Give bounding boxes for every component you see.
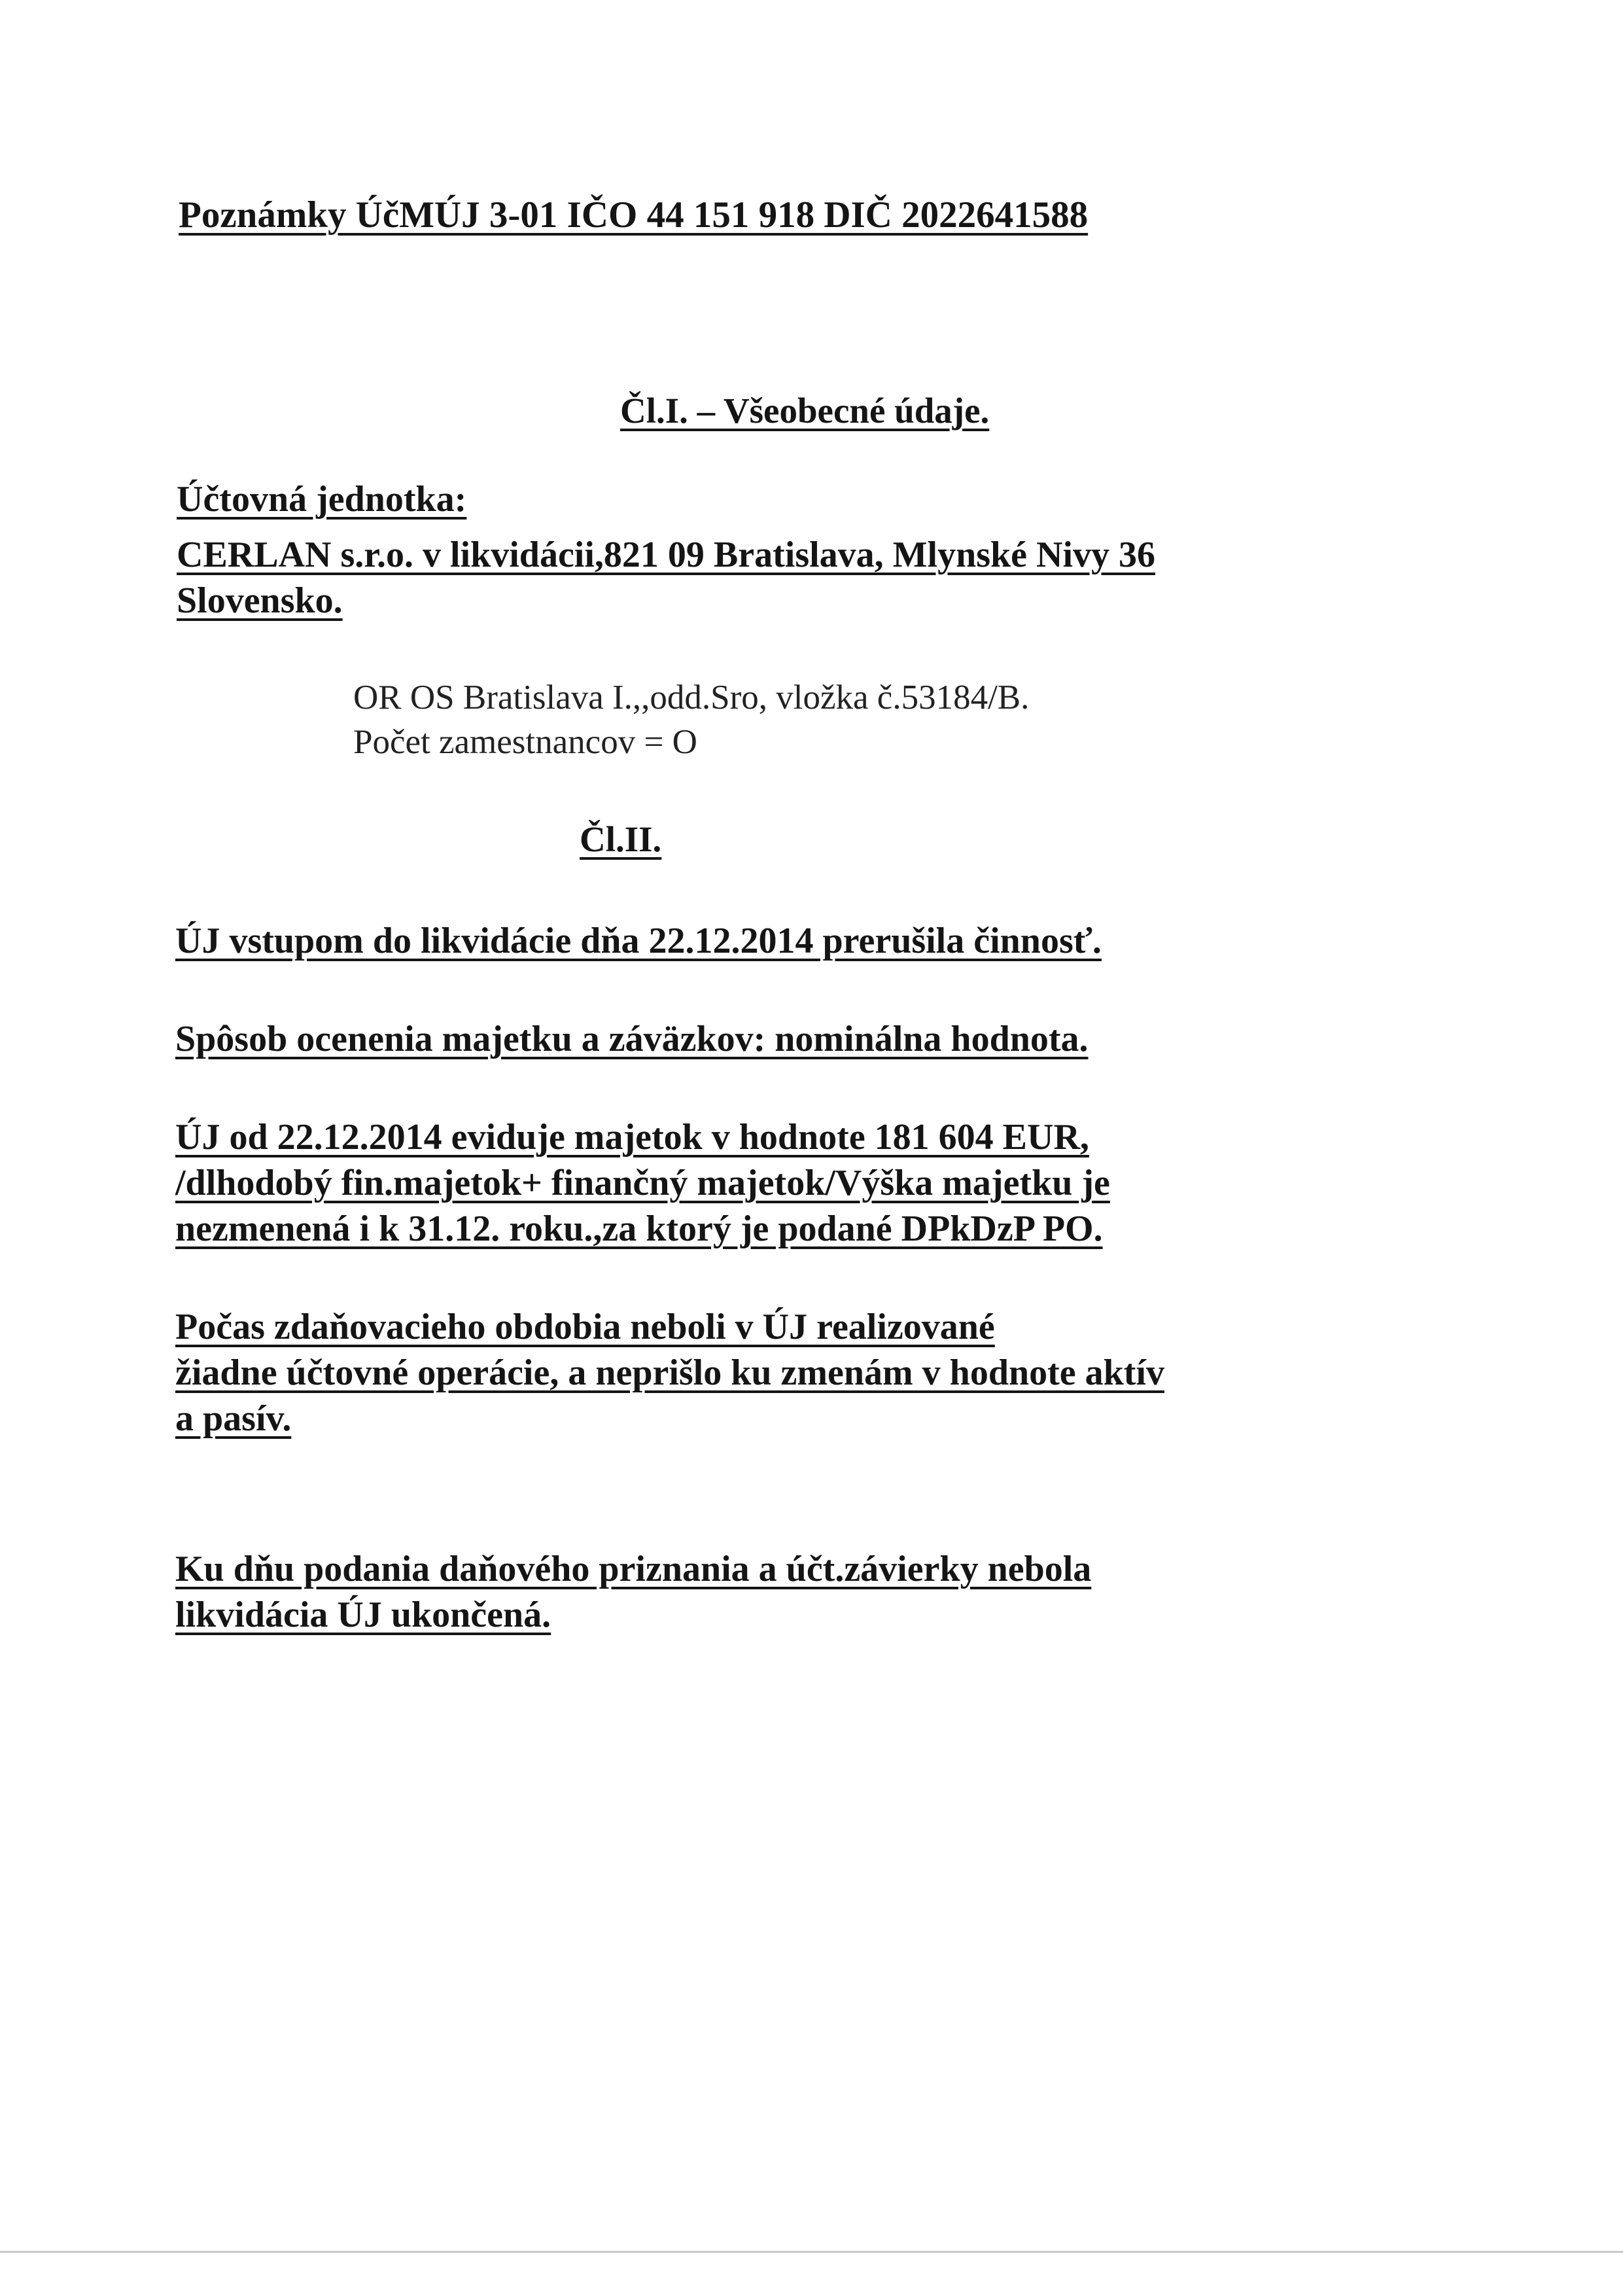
assets-paragraph-line: ÚJ od 22.12.2014 eviduje majetok v hodnote 181 604 EUR,: [175, 1117, 1089, 1157]
entity-address-line-1: CERLAN s.r.o. v likvidácii,821 09 Bratislava, Mlynské Nivy 36: [177, 535, 1156, 575]
entity-address-line-2: Slovensko.: [177, 580, 343, 621]
tax-period-paragraph-line: Počas zdaňovacieho obdobia neboli v ÚJ realizované: [175, 1307, 995, 1347]
document-header: Poznámky ÚčMÚJ 3-01 IČO 44 151 918 DIČ 2022641588: [179, 194, 1089, 236]
employee-count: Počet zamestnancov = O: [353, 723, 697, 761]
section-2-title: Čl.II.: [580, 819, 662, 859]
registration-info: OR OS Bratislava I.,,odd.Sro, vložka č.53184/B.: [353, 679, 1030, 716]
entity-label: Účtovná jednotka:: [177, 479, 467, 520]
liquidation-status-paragraph-line: likvidácia ÚJ ukončená.: [175, 1595, 551, 1635]
section-1-title: Čl.I. – Všeobecné údaje.: [620, 391, 990, 431]
assets-paragraph-line: /dlhodobý fin.majetok+ finančný majetok/Výška majetku je: [175, 1163, 1110, 1203]
assets-paragraph-line: nezmenená i k 31.12. roku.,za ktorý je podané DPkDzP PO.: [175, 1209, 1103, 1249]
liquidation-status-paragraph-line: Ku dňu podania daňového priznania a účt.závierky nebola: [175, 1549, 1092, 1589]
tax-period-paragraph-line: a pasív.: [175, 1398, 292, 1439]
valuation-method-paragraph: Spôsob ocenenia majetku a záväzkov: nominálna hodnota.: [175, 1019, 1089, 1059]
liquidation-entry-paragraph: ÚJ vstupom do likvidácie dňa 22.12.2014 prerušila činnosť.: [175, 921, 1102, 961]
scan-edge-line: [0, 2251, 1623, 2253]
tax-period-paragraph-line: žiadne účtovné operácie, a neprišlo ku zmenám v hodnote aktív: [175, 1352, 1164, 1393]
